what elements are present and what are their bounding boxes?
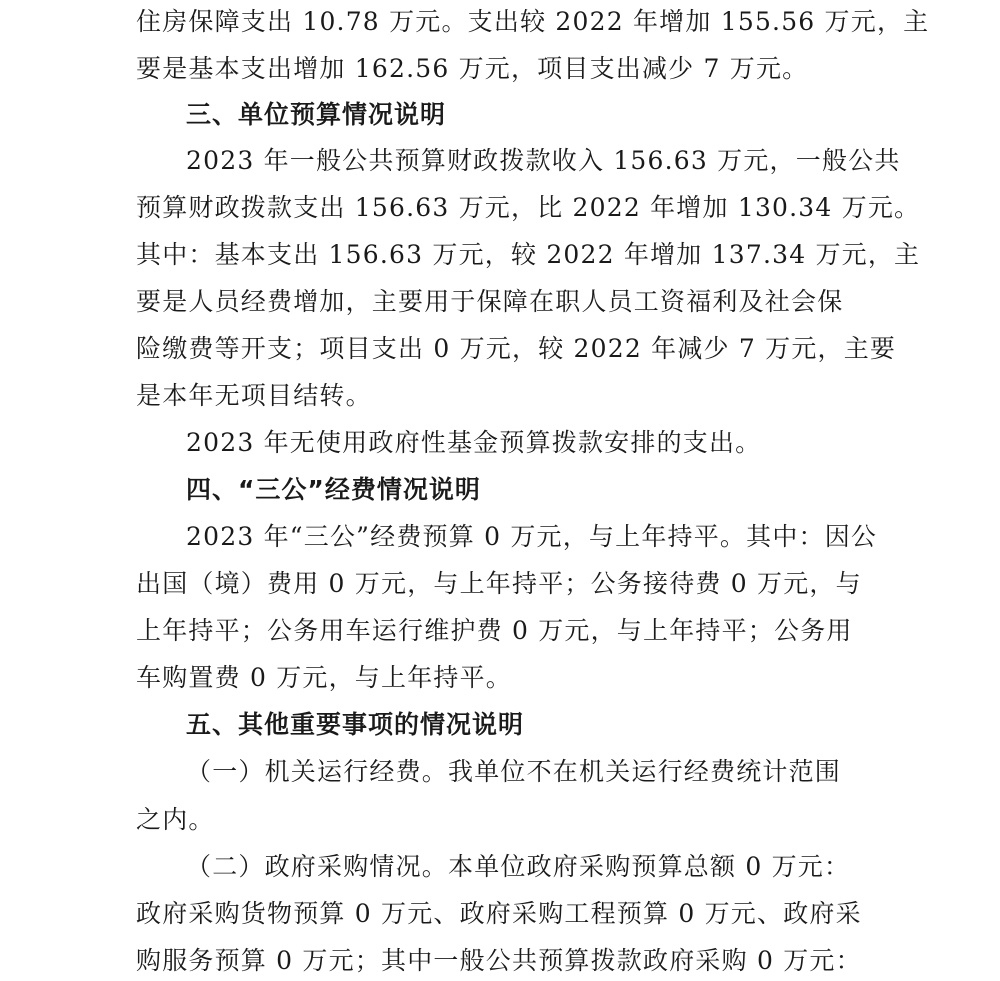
paragraph-line: 住房保障支出 10.78 万元。支出较 2022 年增加 155.56 万元，主 — [136, 7, 930, 36]
paragraph-line: 上年持平；公务用车运行维护费 0 万元，与上年持平；公务用 — [136, 616, 853, 645]
paragraph-line: 2023 年“三公”经费预算 0 万元，与上年持平。其中：因公 — [186, 522, 878, 551]
section-heading: 三、单位预算情况说明 — [186, 100, 447, 129]
paragraph-line: 险缴费等开支；项目支出 0 万元，较 2022 年减少 7 万元，主要 — [136, 334, 897, 363]
paragraph-line: （二）政府采购情况。本单位政府采购预算总额 0 万元： — [186, 852, 851, 881]
section-heading: 五、其他重要事项的情况说明 — [186, 710, 525, 739]
paragraph-line: 预算财政拨款支出 156.63 万元，比 2022 年增加 130.34 万元。 — [136, 193, 921, 222]
paragraph-line: 2023 年一般公共预算财政拨款收入 156.63 万元，一般公共 — [186, 146, 901, 175]
section-heading: 四、“三公”经费情况说明 — [186, 475, 481, 504]
paragraph-line: （一）机关运行经费。我单位不在机关运行经费统计范围 — [186, 757, 842, 786]
paragraph-line: 是本年无项目结转。 — [136, 381, 372, 410]
paragraph-line: 要是基本支出增加 162.56 万元，项目支出减少 7 万元。 — [136, 54, 809, 83]
paragraph-line: 车购置费 0 万元，与上年持平。 — [136, 663, 513, 692]
paragraph-line: 之内。 — [136, 805, 215, 834]
paragraph-line: 出国（境）费用 0 万元，与上年持平；公务接待费 0 万元，与 — [136, 569, 862, 598]
paragraph-line: 购服务预算 0 万元；其中一般公共预算拨款政府采购 0 万元： — [136, 946, 862, 975]
paragraph-line: 2023 年无使用政府性基金预算拨款安排的支出。 — [186, 428, 762, 457]
paragraph-line: 其中：基本支出 156.63 万元，较 2022 年增加 137.34 万元，主 — [136, 240, 921, 269]
paragraph-line: 要是人员经费增加，主要用于保障在职人员工资福利及社会保 — [136, 287, 844, 316]
paragraph-line: 政府采购货物预算 0 万元、政府采购工程预算 0 万元、政府采 — [136, 899, 862, 928]
